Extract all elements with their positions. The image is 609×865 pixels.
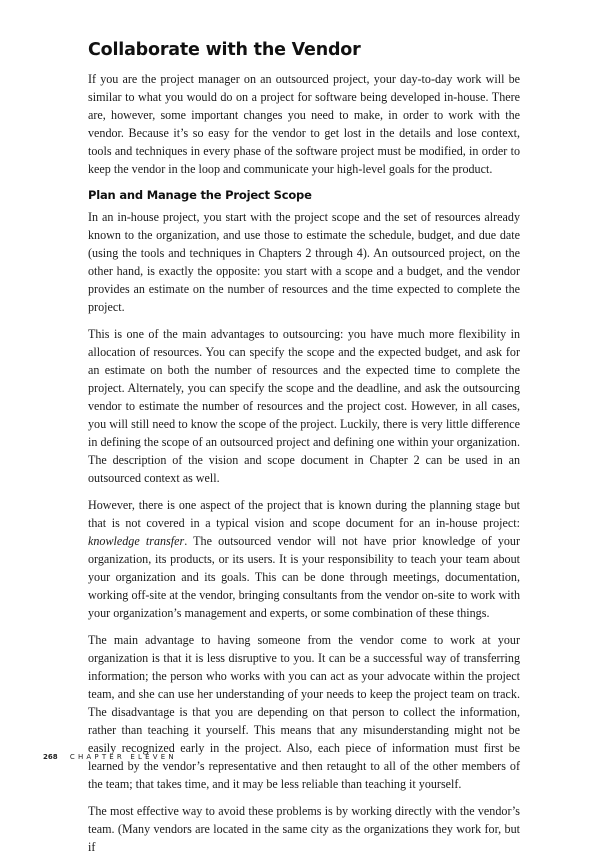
paragraph-text: However, there is one aspect of the project that is known during the planning stage but that is not covered in a typical vision and scope document for an in-house project: [88, 498, 520, 530]
section-heading: Collaborate with the Vendor [88, 40, 361, 60]
paragraph-outsourcing-advantages: This is one of the main advantages to outsourcing: you have much more flexibility in allocation of resources. You can specify the scope and the expected budget, and ask for an estimate on both the number of resources and the expected time to complete the project. Alternately, you can specify the scope and the deadline, and ask the outsourcing vendor to estimate the number of resources and the project cost. However, in all cases, you will still need to know the scope of the project. Luckily, there is very little difference in defining the scope of an outsourced project and defining one within your organization. The description of the vision and scope document in Chapter 2 can be used in an outsourced context as well. [88, 327, 520, 485]
page-number: 268 [43, 753, 58, 761]
chapter-label: CHAPTER ELEVEN [69, 753, 177, 761]
paragraph-text: . The outsourced vendor will not have prior knowledge of your organization, its products, or its users. It is your responsibility to teach your team about your organization and its goals. This can be done through meetings, documentation, working off-site at the vendor, bringing consultants from the vendor on-site to work with your organization’s management and experts, or some combination of these things. [88, 534, 520, 620]
emphasized-term: knowledge transfer [88, 534, 185, 548]
page-footer [43, 753, 177, 761]
intro-paragraph: If you are the project manager on an outsourced project, your day-to-day work will be similar to what you would do on a project for software being developed in-house. There are, however, some important changes you need to make, in order to work with the vendor. Because it’s so easy for the vendor to get lost in the details and lose context, tools and techniques in every phase of the software project must be modified, in order to keep the vendor in the loop and communicate your high-level goals for the product. [88, 72, 520, 176]
subsection-heading: Plan and Manage the Project Scope [88, 188, 312, 202]
paragraph-vendor-onsite: The main advantage to having someone from the vendor come to work at your organization is that it is less disruptive to you. It can be a successful way of transferring information; the person who works with you can act as your advocate within the project team, and she can use her understanding of your needs to keep the project team on track. The disadvantage is that you are depending on that person to collect the information, rather than teaching it yourself. This means that any misunderstanding might not be easily recognized early in the project. Also, each piece of information must first be learned by the vendor’s representative and then retaught to all of the other members of the team; that takes time, and it may be less reliable than teaching it yourself. [88, 633, 520, 791]
paragraph-knowledge-transfer [88, 496, 520, 622]
paragraph-scope-planning: In an in-house project, you start with the project scope and the set of resources already known to the organization, and use those to estimate the schedule, budget, and due date (using the tools and techniques in Chapters 2 through 4). An outsourced project, on the other hand, is exactly the opposite: you start with a scope and a budget, and the vendor provides an estimate on the number of resources and the time expected to complete the project. [88, 210, 520, 314]
page-content [88, 40, 520, 865]
paragraph-working-directly: The most effective way to avoid these problems is by working directly with the vendor’s team. (Many vendors are located in the same city as the organizations they work for, but if [88, 804, 520, 854]
